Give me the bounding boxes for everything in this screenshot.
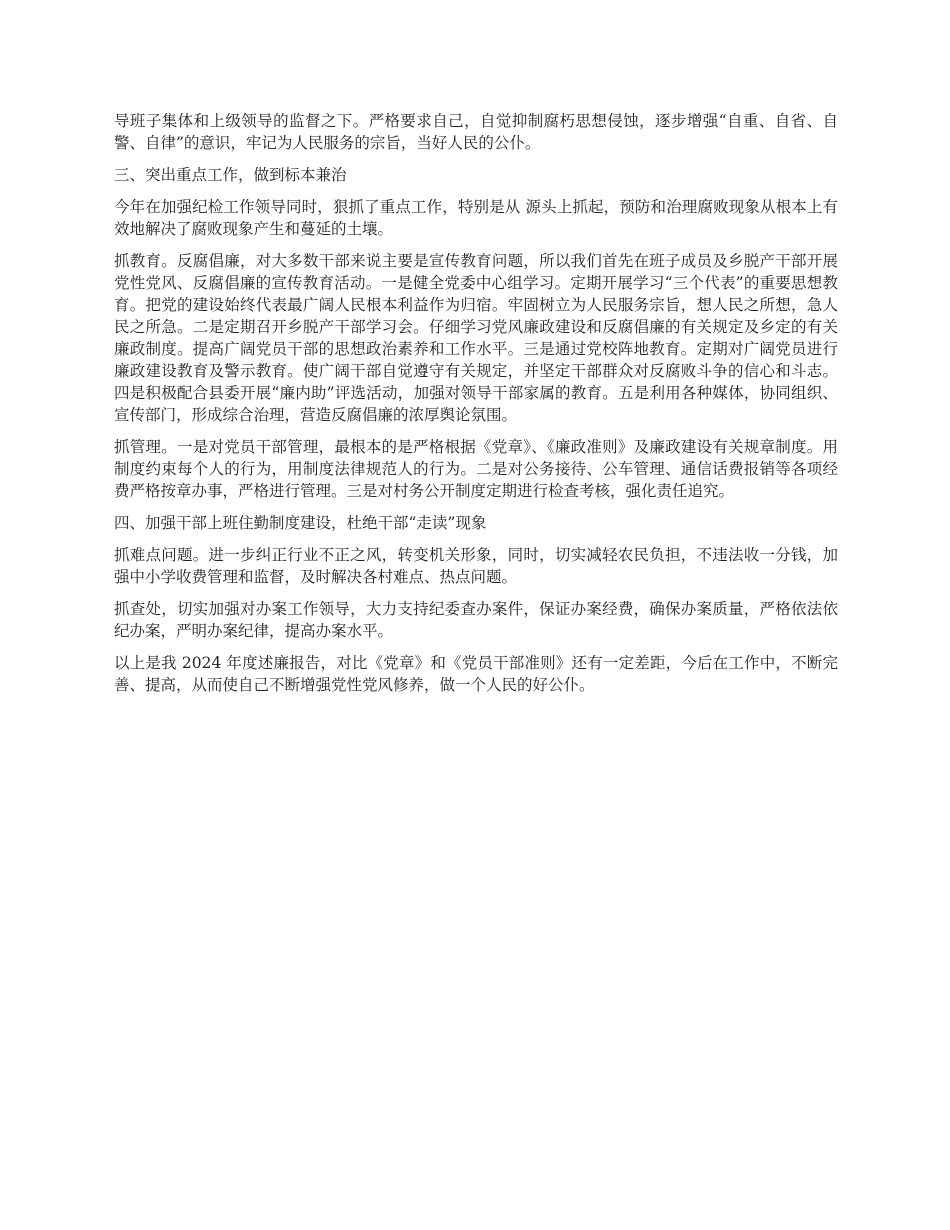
paragraph-difficult-issues: 抓难点问题。进一步纠正行业不正之风，转变机关形象，同时，切实减轻农民负担，不违法收一分钱，加强中小学收费管理和监督，及时解决各村难点、热点问题。 [114, 546, 838, 586]
paragraph-key-work: 今年在加强纪检工作领导同时，狠抓了重点工作，特别是从 源头上抓起，预防和治理腐败现象从根本上有效地解决了腐败现象产生和蔓延的土壤。 [114, 198, 838, 238]
document-body [114, 110, 838, 706]
paragraph-conclusion: 以上是我 2024 年度述廉报告，对比《党章》和《党员干部准则》还有一定差距，今后在工作中，不断完善、提高，从而使自己不断增强党性党风修养，做一个人民的好公仆。 [114, 654, 838, 694]
paragraph-management: 抓管理。一是对党员干部管理，最根本的是严格根据《党章》、《廉政准则》及廉政建设有关规章制度。用制度约束每个人的行为，用制度法律规范人的行为。二是对公务接待、公车管理、通信话费报销等各项经费严格按章办事，严格进行管理。三是对村务公开制度定期进行检查考核，强化责任追究。 [114, 438, 838, 500]
paragraph-investigation: 抓查处，切实加强对办案工作领导，大力支持纪委查办案件，保证办案经费，确保办案质量，严格依法依纪办案，严明办案纪律，提高办案水平。 [114, 600, 838, 640]
paragraph-supervision: 导班子集体和上级领导的监督之下。严格要求自己，自觉抑制腐朽思想侵蚀，逐步增强“自重、自省、自警、自律”的意识，牢记为人民服务的宗旨，当好人民的公仆。 [114, 112, 838, 152]
section-heading-3: 三、突出重点工作，做到标本兼治 [114, 166, 347, 184]
section-heading-4: 四、加强干部上班住勤制度建设，杜绝干部“走读”现象 [114, 514, 487, 532]
paragraph-education: 抓教育。反腐倡廉，对大多数干部来说主要是宣传教育问题，所以我们首先在班子成员及乡脱产干部开展党性党风、反腐倡廉的宣传教育活动。一是健全党委中心组学习。定期开展学习“三个代表”的重要思想教育。把党的建设始终代表最广阔人民根本利益作为归宿。牢固树立为人民服务宗旨，想人民之所想，急人民之所急。二是定期召开乡脱产干部学习会。仔细学习党风廉政建设和反腐倡廉的有关规定及乡定的有关廉政制度。提高广阔党员干部的思想政治素养和工作水平。三是通过党校阵地教育。定期对广阔党员进行廉政建设教育及警示教育。使广阔干部自觉遵守有关规定，并坚定干部群众对反腐败斗争的信心和斗志。四是积极配合县委开展“廉内助”评选活动，加强对领导干部家属的教育。五是利用各种媒体，协同组织、宣传部门，形成综合治理，营造反腐倡廉的浓厚舆论氛围。 [114, 252, 838, 424]
